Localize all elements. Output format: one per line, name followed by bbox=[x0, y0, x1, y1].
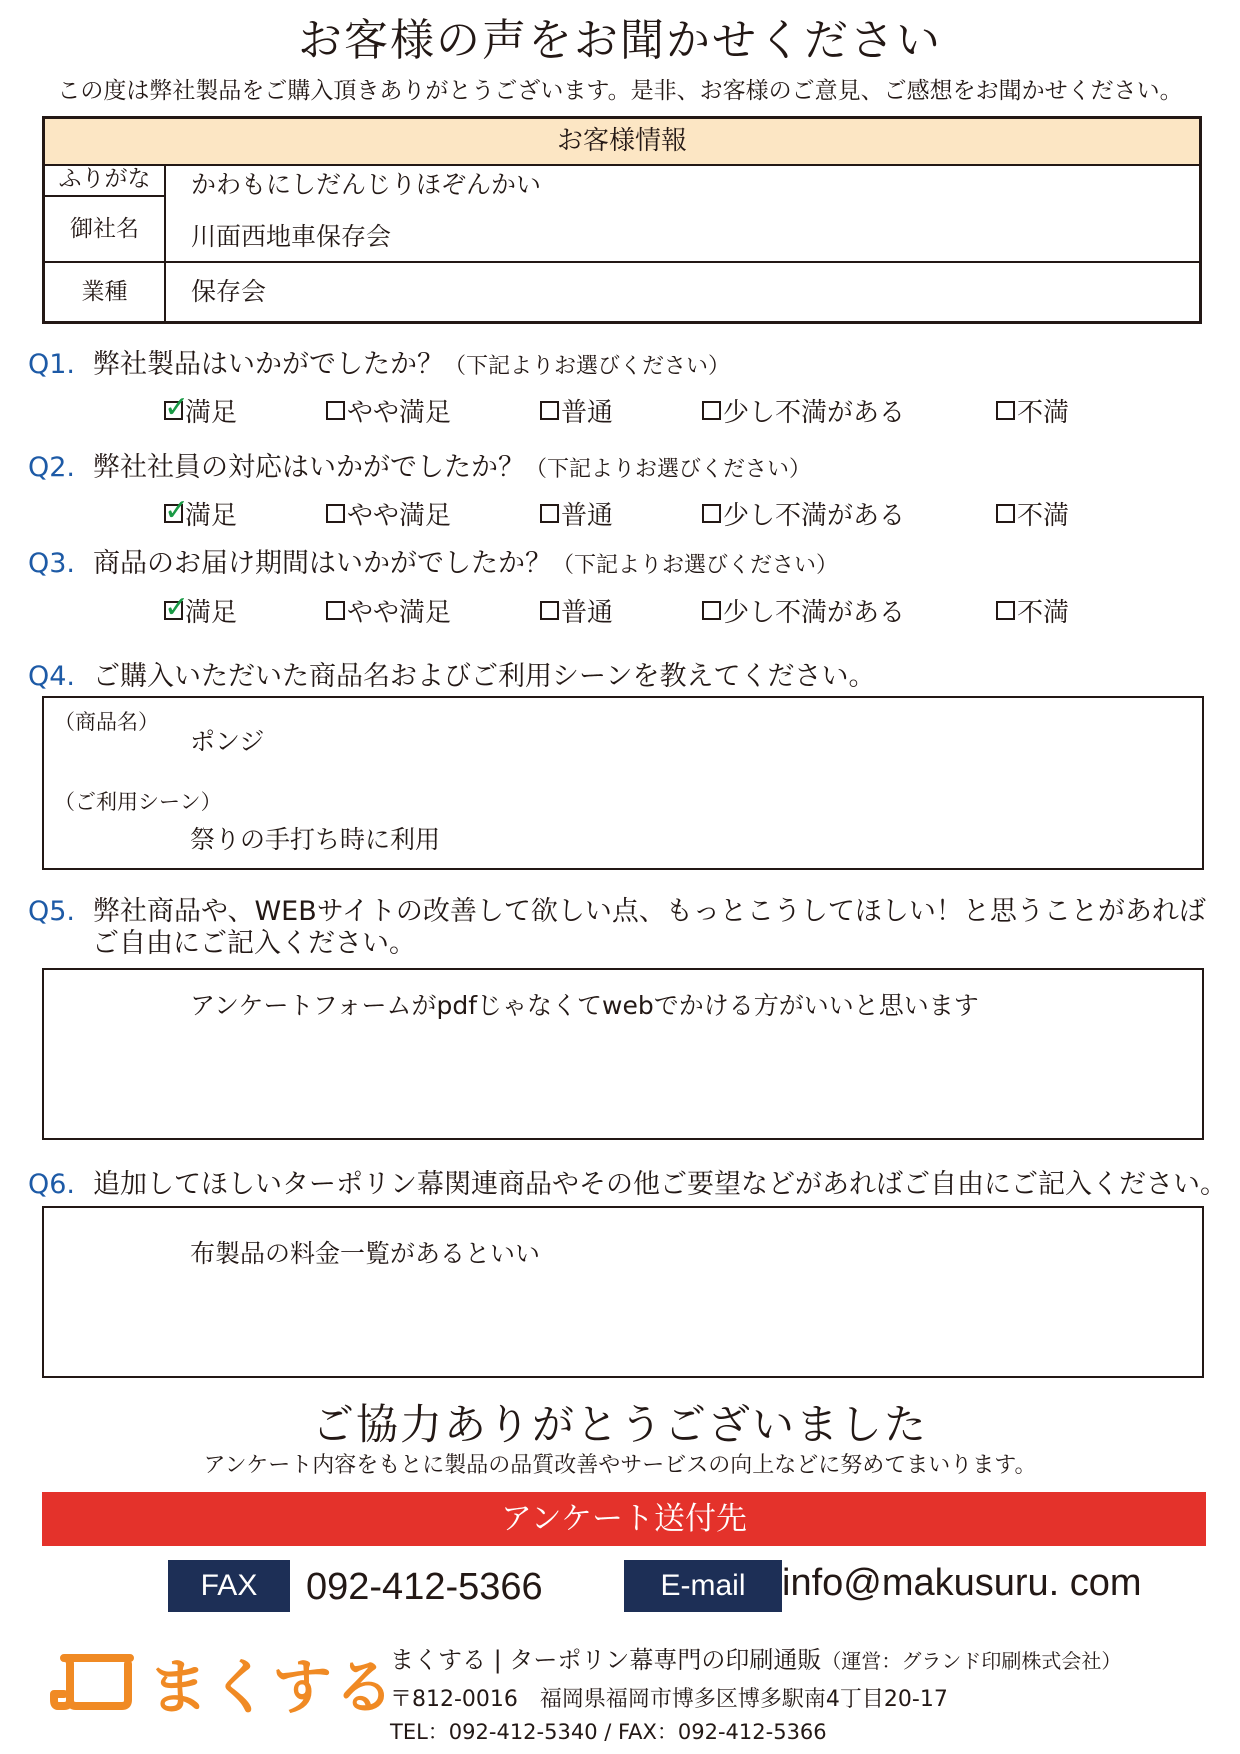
q5-number: Q5. bbox=[28, 896, 76, 927]
question-q4 bbox=[28, 654, 875, 693]
q3-option-normal[interactable]: 普通 bbox=[540, 592, 613, 629]
email-address[interactable]: info@makusuru. com bbox=[782, 1562, 1142, 1604]
q3-option-dissatisfied[interactable]: 不満 bbox=[996, 592, 1069, 629]
question-q3 bbox=[28, 541, 838, 580]
industry-label: 業種 bbox=[81, 279, 128, 305]
thanks-heading: ご協力ありがとうございました bbox=[311, 1400, 928, 1449]
q5-answer: アンケートフォームがpdfじゃなくてwebでかける方がいいと思います bbox=[190, 991, 979, 1020]
q2-option-dissatisfied[interactable]: 不満 bbox=[996, 495, 1069, 532]
checkbox[interactable] bbox=[326, 504, 345, 523]
fax-number[interactable]: 092-412-5366 bbox=[306, 1566, 543, 1608]
checkbox[interactable] bbox=[702, 601, 721, 620]
q1-option-somewhat-dissatisfied[interactable]: 少し不満がある bbox=[702, 392, 905, 429]
q1-text: 弊社製品はいかがでしたか？ bbox=[93, 349, 445, 380]
q3-option-satisfied[interactable]: ✓ 満足 bbox=[164, 590, 238, 628]
q6-number: Q6. bbox=[28, 1169, 76, 1200]
q1-number: Q1. bbox=[28, 349, 76, 380]
q3-option-somewhat-dissatisfied[interactable]: 少し不満がある bbox=[702, 592, 905, 629]
scene-value: 祭りの手打ち時に利用 bbox=[190, 825, 441, 854]
intro-text: この度は弊社製品をご購入頂きありがとうございます。是非、お客様のご意見、ご感想をお聞かせください。 bbox=[57, 78, 1183, 104]
q2-option-somewhat-satisfied[interactable]: やや満足 bbox=[326, 495, 451, 532]
customer-info-header: お客様情報 bbox=[45, 119, 1199, 166]
q3-option-somewhat-satisfied[interactable]: やや満足 bbox=[326, 592, 451, 629]
q2-sub: （下記よりお選びください） bbox=[525, 457, 812, 482]
q1-sub: （下記よりお選びください） bbox=[444, 354, 731, 379]
check-icon: ✓ bbox=[164, 390, 190, 425]
checkbox[interactable] bbox=[702, 504, 721, 523]
checkbox[interactable] bbox=[164, 390, 190, 425]
q2-option-satisfied[interactable]: ✓ 満足 bbox=[164, 493, 238, 531]
checkbox[interactable] bbox=[996, 601, 1015, 620]
q3-sub: （下記よりお選びください） bbox=[552, 553, 839, 578]
q3-number: Q3. bbox=[28, 548, 76, 579]
checkbox[interactable] bbox=[164, 493, 190, 528]
q6-text: 追加してほしいターポリン幕関連商品やその他ご要望などがあればご自由にご記入ください。 bbox=[93, 1169, 1228, 1200]
checkbox[interactable] bbox=[540, 401, 559, 420]
question-q5 bbox=[28, 896, 1206, 960]
q4-text: ご購入いただいた商品名およびご利用シーンを教えてください。 bbox=[93, 661, 876, 692]
q1-options bbox=[0, 392, 1240, 428]
q5-answer-box[interactable] bbox=[42, 968, 1204, 1140]
q2-option-normal[interactable]: 普通 bbox=[540, 495, 613, 532]
check-icon: ✓ bbox=[164, 590, 190, 625]
question-q1 bbox=[28, 342, 730, 381]
brand-operator: （運営：グランド印刷株式会社） bbox=[821, 1649, 1122, 1673]
thanks-subtext: アンケート内容をもとに製品の品質改善やサービスの向上などに努めてまいります。 bbox=[203, 1453, 1037, 1478]
checkbox[interactable] bbox=[996, 504, 1015, 523]
company-label: 御社名 bbox=[70, 216, 139, 242]
q1-option-satisfied[interactable]: ✓ 満足 bbox=[164, 390, 238, 428]
q2-number: Q2. bbox=[28, 452, 76, 483]
checkbox[interactable] bbox=[164, 590, 190, 625]
q4-answer-box[interactable] bbox=[42, 696, 1204, 870]
q2-option-somewhat-dissatisfied[interactable]: 少し不満がある bbox=[702, 495, 905, 532]
brand-tel-fax: TEL：092-412-5340 / FAX：092-412-5366 bbox=[390, 1720, 827, 1744]
q3-options bbox=[0, 592, 1240, 628]
q6-answer-box[interactable] bbox=[42, 1206, 1204, 1378]
send-to-banner: アンケート送付先 bbox=[42, 1492, 1206, 1546]
brand-address: 〒812-0016 福岡県福岡市博多区博多駅南4丁目20-17 bbox=[390, 1687, 948, 1712]
checkbox[interactable] bbox=[540, 601, 559, 620]
brand-tagline: まくする | ターポリン幕専門の印刷通販 bbox=[390, 1646, 822, 1674]
page-title: お客様の声をお聞かせください bbox=[298, 15, 942, 66]
checkbox[interactable] bbox=[996, 401, 1015, 420]
q1-option-dissatisfied[interactable]: 不満 bbox=[996, 392, 1069, 429]
checkbox[interactable] bbox=[326, 401, 345, 420]
industry-value: 保存会 bbox=[191, 277, 267, 306]
q1-option-somewhat-satisfied[interactable]: やや満足 bbox=[326, 392, 451, 429]
company-value: 川面西地車保存会 bbox=[191, 222, 392, 251]
customer-info-table bbox=[42, 116, 1202, 324]
product-label: （商品名） bbox=[54, 710, 159, 734]
checkbox[interactable] bbox=[326, 601, 345, 620]
furigana-label: ふりがな bbox=[58, 166, 151, 192]
check-icon: ✓ bbox=[164, 493, 190, 528]
question-q2 bbox=[28, 445, 811, 484]
q3-text: 商品のお届け期間はいかがでしたか？ bbox=[93, 548, 553, 579]
question-q6 bbox=[28, 1162, 1227, 1201]
makusuru-logo-icon bbox=[50, 1648, 136, 1712]
furigana-value: かわもにしだんじりほぞんかい bbox=[191, 170, 542, 199]
q5-text-line1: 弊社商品や、WEBサイトの改善して欲しい点、もっとこうしてほしい！と思うことがあれば bbox=[93, 896, 1206, 927]
q6-answer: 布製品の料金一覧があるといい bbox=[190, 1239, 541, 1268]
q1-option-normal[interactable]: 普通 bbox=[540, 392, 613, 429]
q5-text-line2: ご自由にご記入ください。 bbox=[92, 928, 416, 959]
q2-text: 弊社社員の対応はいかがでしたか？ bbox=[93, 452, 526, 483]
scene-label: （ご利用シーン） bbox=[54, 790, 222, 814]
product-value: ポンジ bbox=[190, 727, 265, 756]
fax-label: FAX bbox=[168, 1560, 290, 1612]
email-label: E-mail bbox=[624, 1560, 782, 1612]
checkbox[interactable] bbox=[540, 504, 559, 523]
q4-number: Q4. bbox=[28, 661, 76, 692]
checkbox[interactable] bbox=[702, 401, 721, 420]
brand-tagline-row bbox=[390, 1640, 1121, 1675]
q2-options bbox=[0, 495, 1240, 531]
brand-logo-text: まくする bbox=[148, 1653, 396, 1723]
